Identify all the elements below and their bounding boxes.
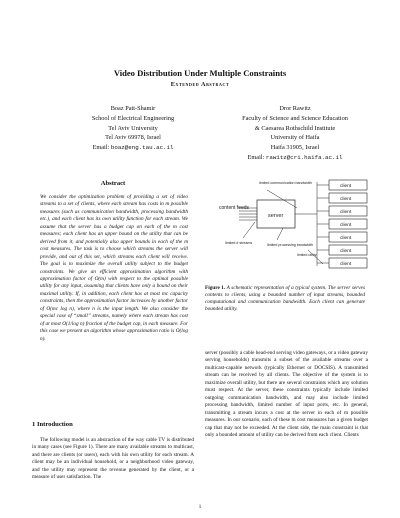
figure-caption (205, 285, 365, 313)
author-email-line (220, 153, 370, 163)
paper-title: Video Distribution Under Multiple Constraints (113, 68, 287, 78)
annotation-limited-utility: limited utility (297, 253, 317, 257)
author-affiliation: & Caesarea Rothschild Institute (254, 124, 336, 132)
annotation-limited-streams: limited # streams (225, 241, 253, 245)
email-label: Email: (92, 144, 110, 152)
author-address: Haifa 31905, Israel (270, 144, 320, 152)
page-number: 1 (198, 504, 202, 510)
author-affiliation: School of Electrical Engineering (91, 114, 175, 122)
author-email[interactable]: boaz@eng.tau.ac.il (110, 144, 174, 152)
client-label: client (340, 236, 352, 241)
author-address: University of Haifa (270, 134, 320, 142)
client-label: client (340, 210, 352, 215)
author-email[interactable]: rawitz@cri.haifa.ac.il (265, 153, 343, 161)
caption-text: A schematic representation of a typical system. The server serves contents to clients, using a bounded number of input streams, bounded computational and communication bandwidth. Each client can generate bounded utility. (205, 285, 365, 312)
server-label: server (268, 213, 284, 219)
annotation-limited-processing: limited processing bandwidth (267, 243, 314, 247)
email-label: Email: (247, 153, 265, 161)
paper-subtitle: Extended Abstract (170, 81, 230, 88)
author-1 (68, 104, 198, 153)
content-feeds-text: content feeds (219, 205, 250, 211)
intro-heading: 1 Introduction (32, 421, 73, 428)
caption-label: Figure 1. (205, 285, 226, 291)
client-label: client (340, 262, 352, 267)
abstract-text: We consider the optimization problem of providing a set of video streams to a set of clients, where each stream has costs in m possible measures (such as communication bandwidth, processing bandwidth etc.), and each client has its own utility function for each stream. We assume that the server has a budget cap on each of the m cost measures; each client has an upper bound on the utility that can be derived from it, and potentially also upper bounds in each of the m cost measures. The task is to choose which streams the server will provide, and out of this set, which streams each client will receive. The goal is to maximize the overall utility subject to the budget constraints. We give an efficient approximation algorithm with approximation factor of O(m) with respect to the optimal possible utility for any input, assuming that clients have only a bound on their maximal utility. If, in addition, each client has at most mc capacity constraints, then the approximation factor increases by another factor of O(mc log n), where n is the input length. We also consider the special case of “small” streams, namely where each stream has cost of at most O(1/log n) fraction of the budget cap, in each measure. For this case we present an algorithm whose approximation ratio is O(log n). (40, 194, 188, 342)
intro-text: The following model is an abstraction of the way cable TV is distributed in many cases (see Figure 1). There are many available streams to multicast, and there are clients (or users), each with his own utility for each stream. A client may be an individual household, or a neighborhood video gateway, and the utility may represent the revenue generated by the client, or a measure of user satisfaction. The (32, 437, 194, 481)
client-label: client (340, 197, 352, 202)
client-label: client (340, 184, 352, 189)
author-affiliation: Faculty of Science and Science Education (242, 114, 348, 122)
author-name: Boaz Patt-Shamir (110, 105, 156, 112)
author-name: Dror Rawitz (279, 105, 311, 112)
annotation-limited-communication: limited communication bandwidth (259, 181, 312, 185)
figure-1-diagram (205, 178, 370, 272)
right-column-body: server (possibly a cable head-end serving video gateways, or a video gateway serving households) transmits a subset of the available streams over a multicast-capable network (typically Ethernet or DOCSIS). A transmitted stream can be received by all clients. The objective of the system is to maximize overall utility, but there are several constraints which any solution must respect. At the server, these constraints typically include limited outgoing communication bandwidth, and may also include limited processing bandwidth, limited number of input ports, etc. In general, transmitting a stream incurs a cost at the server in each of m possible measures. In our scenario, each of these m cost measures has a given budget cap that may not be exceeded. At the client side, the main constraint is that only a bounded amount of utility can be derived from each client. Clients (205, 350, 368, 438)
author-address: Tel Aviv 69978, Israel (105, 134, 161, 142)
author-2 (220, 104, 370, 163)
client-label: client (340, 223, 352, 228)
abstract-heading: Abstract (100, 180, 126, 187)
author-affiliation: Tel Aviv University (108, 124, 158, 132)
author-email-line (68, 143, 198, 153)
client-label: client (340, 249, 352, 254)
